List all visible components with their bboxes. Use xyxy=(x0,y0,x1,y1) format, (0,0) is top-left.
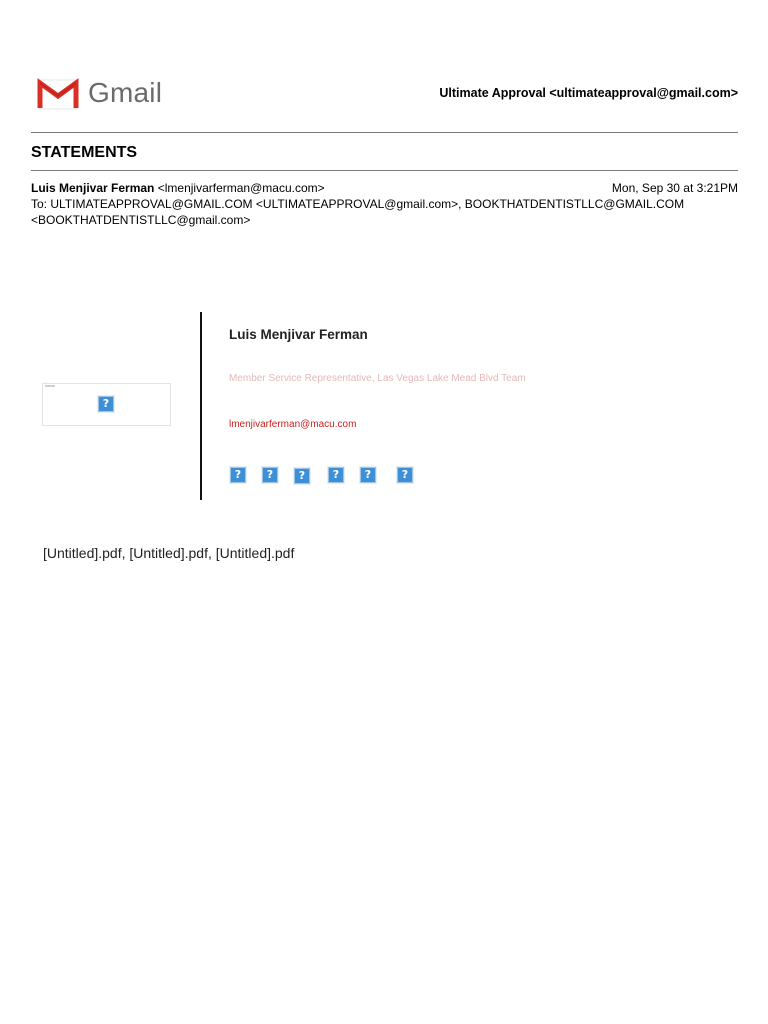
subject-divider xyxy=(31,170,738,171)
attachments-list[interactable]: [Untitled].pdf, [Untitled].pdf, [Untitled].pdf xyxy=(43,545,295,561)
signature-email-link[interactable]: lmenjivarferman@macu.com xyxy=(229,419,357,430)
gmail-logo xyxy=(37,75,177,111)
signature-title: Member Service Representative, Las Vegas Lake Mead Blvd Team xyxy=(229,373,526,384)
signature-name: Luis Menjivar Ferman xyxy=(229,327,368,342)
gmail-logo-text: Gmail xyxy=(88,77,163,108)
gmail-m-icon xyxy=(37,77,79,110)
broken-image-icon[interactable]: ? xyxy=(262,467,278,483)
sender-name: Luis Menjivar Ferman xyxy=(31,181,155,195)
broken-image-icon[interactable]: ? xyxy=(328,467,344,483)
message-meta xyxy=(31,180,738,228)
signature-logo-box xyxy=(42,383,171,426)
broken-image-icon[interactable]: ? xyxy=(397,467,413,483)
broken-image-icon[interactable]: ? xyxy=(294,468,310,484)
account-label: Ultimate Approval <ultimateapproval@gmail.com> xyxy=(439,86,738,100)
header-divider xyxy=(31,132,738,133)
email-header xyxy=(31,72,738,112)
email-subject: STATEMENTS xyxy=(31,144,138,161)
broken-image-icon[interactable]: ? xyxy=(230,467,246,483)
broken-image-icon[interactable]: ? xyxy=(360,467,376,483)
from-line xyxy=(31,180,738,196)
signature-logo-placeholder-text xyxy=(45,385,55,387)
broken-image-icon: ? xyxy=(98,396,114,412)
signature-divider xyxy=(200,312,202,500)
sender-email: <lmenjivarferman@macu.com> xyxy=(157,181,325,195)
message-date: Mon, Sep 30 at 3:21PM xyxy=(611,181,738,195)
recipients-line: To: ULTIMATEAPPROVAL@GMAIL.COM <ULTIMATEAPPROVAL@gmail.com>, BOOKTHATDENTISTLLC@GMAIL.COM <BOOKTHATDENTISTLLC@gmail.com> xyxy=(31,197,685,227)
